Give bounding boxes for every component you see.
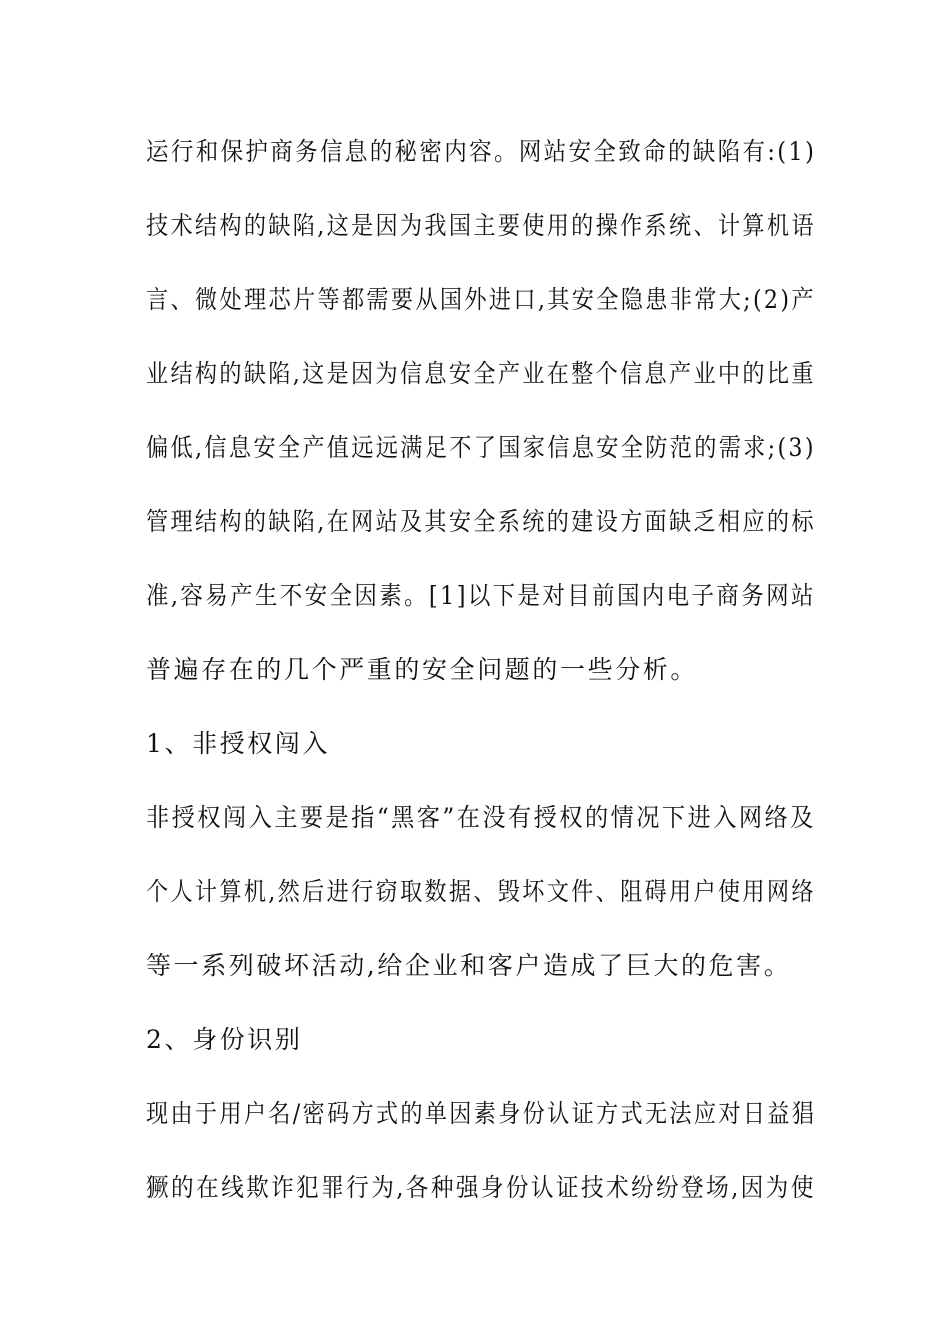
paragraph-line: 言、微处理芯片等都需要从国外进口,其安全隐患非常大;(2)产: [146, 285, 816, 314]
paragraph-line: 普遍存在的几个严重的安全问题的一些分析。: [146, 655, 699, 684]
paragraph-line: 现由于用户名/密码方式的单因素身份认证方式无法应对日益猖: [146, 1099, 817, 1128]
paragraph-line: 管理结构的缺陷,在网站及其安全系统的建设方面缺乏相应的标: [146, 507, 816, 536]
paragraph-line: 非授权闯入主要是指“黑客”在没有授权的情况下进入网络及: [146, 803, 816, 832]
paragraph-line: 业结构的缺陷,这是因为信息安全产业在整个信息产业中的比重: [146, 359, 816, 388]
section-heading-unauthorized-access: 1、非授权闯入: [146, 729, 331, 758]
paragraph-line: 运行和保护商务信息的秘密内容。网站安全致命的缺陷有:(1): [146, 137, 817, 166]
paragraph-line: 个人计算机,然后进行窃取数据、毁坏文件、阻碍用户使用网络: [146, 877, 816, 906]
paragraph-line: 准,容易产生不安全因素。[1]以下是对目前国内电子商务网站: [146, 581, 816, 610]
paragraph-line: 技术结构的缺陷,这是因为我国主要使用的操作系统、计算机语: [146, 211, 816, 240]
paragraph-line: 獗的在线欺诈犯罪行为,各种强身份认证技术纷纷登场,因为使: [146, 1173, 816, 1202]
paragraph-line: 等一系列破坏活动,给企业和客户造成了巨大的危害。: [146, 951, 792, 980]
section-heading-identity-recognition: 2、身份识别: [146, 1025, 303, 1054]
paragraph-line: 偏低,信息安全产值远远满足不了国家信息安全防范的需求;(3): [146, 433, 816, 462]
